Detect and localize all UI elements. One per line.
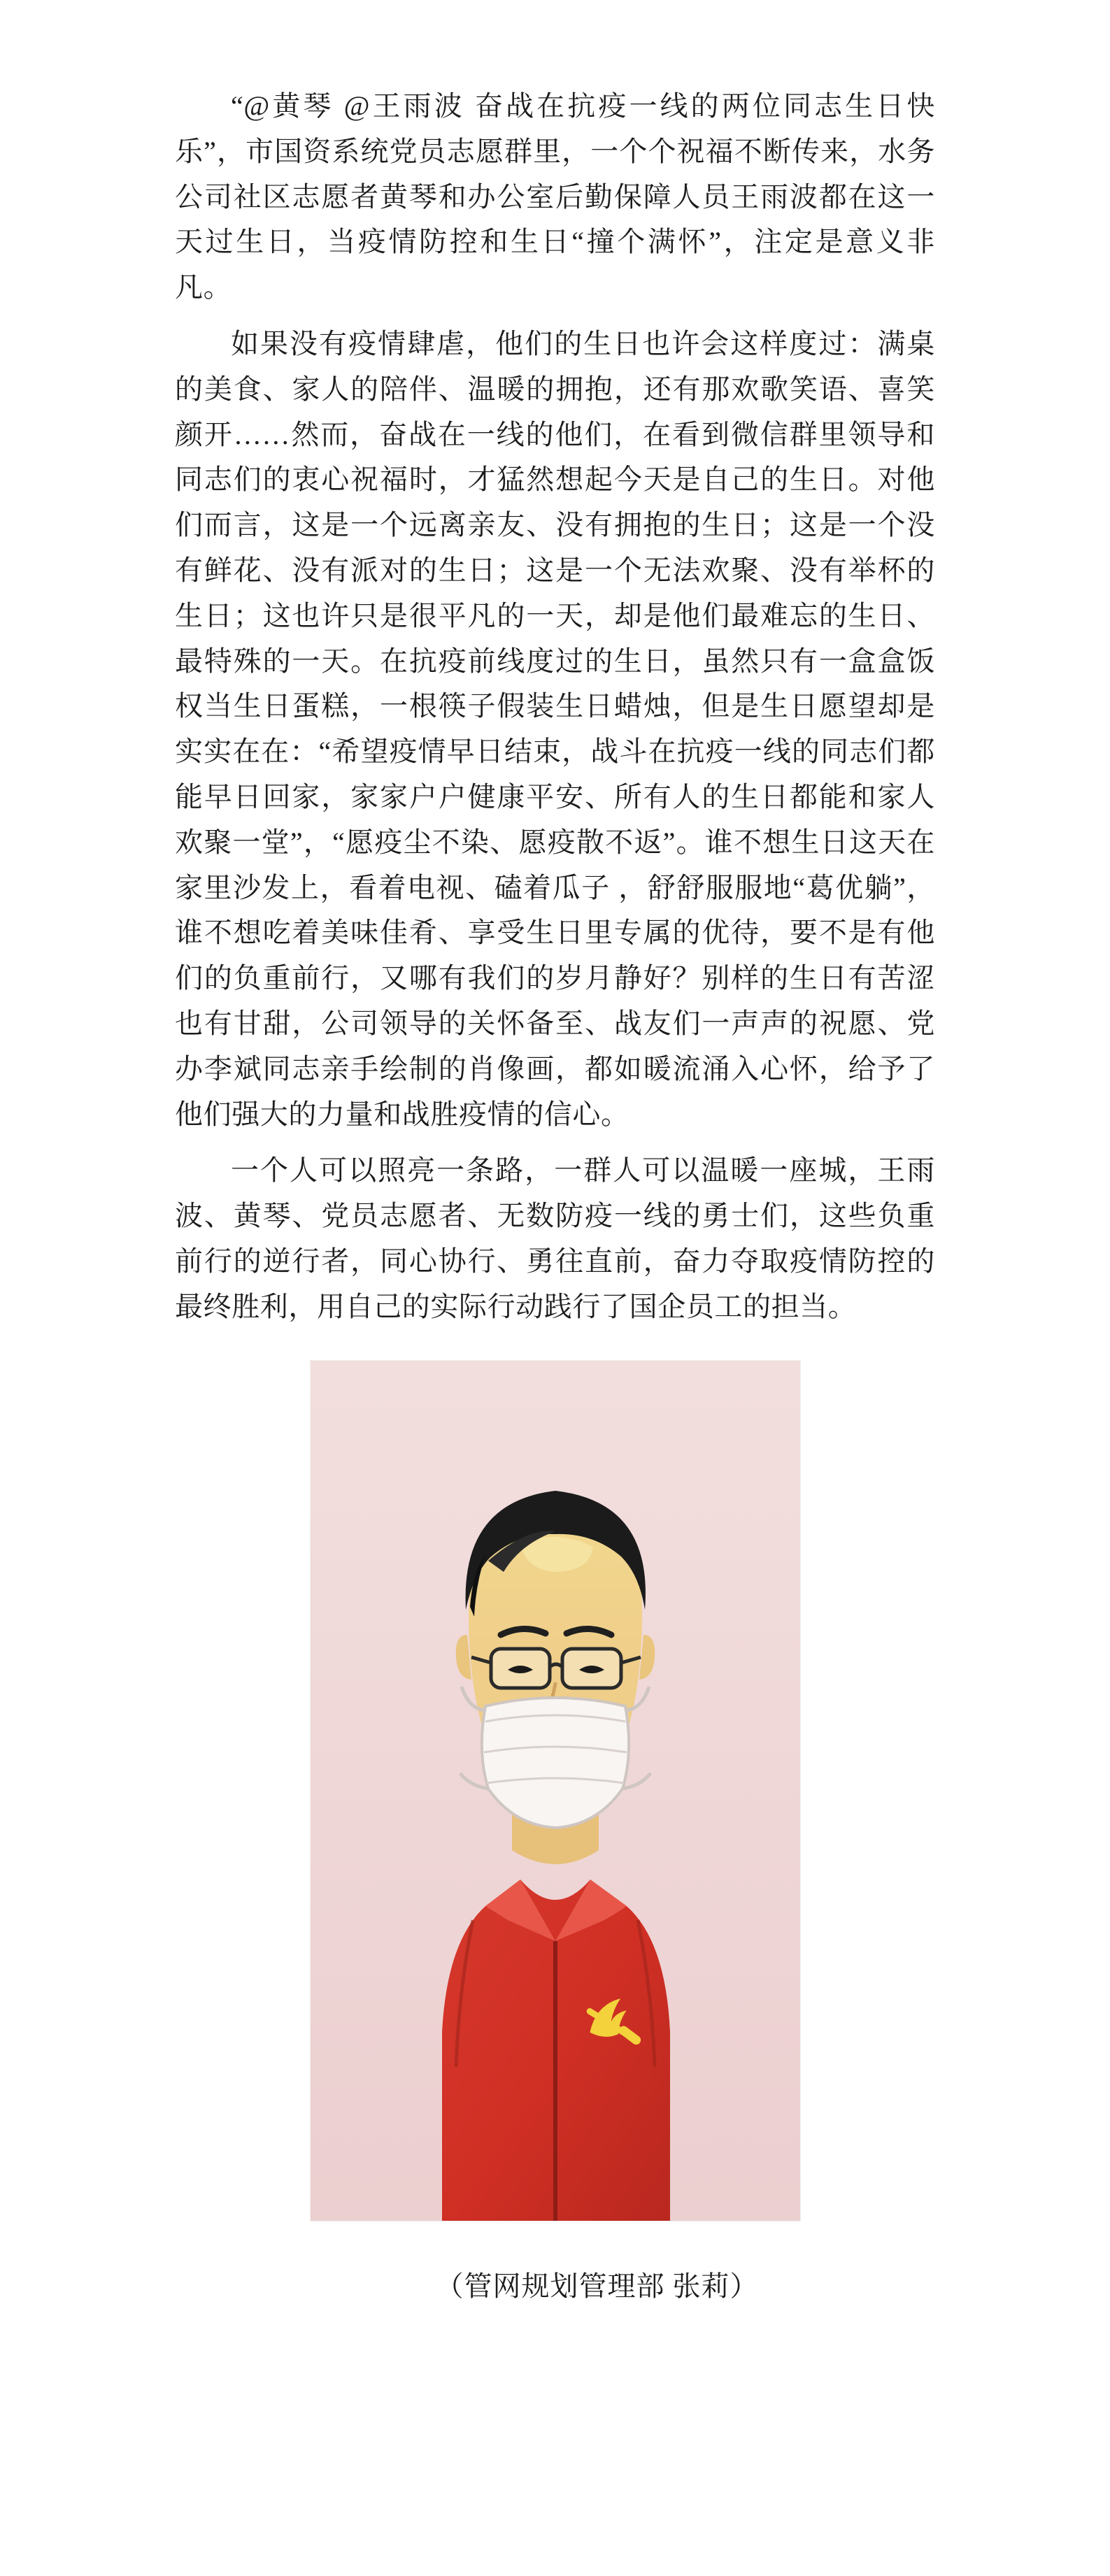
- figure-caption: （管网规划管理部 张莉）: [435, 2270, 759, 2302]
- paragraph-2: 如果没有疫情肆虐，他们的生日也许会这样度过：满桌的美食、家人的陪伴、温暖的拥抱，还有那欢歌笑语、喜笑颜开……然而，奋战在一线的他们，在看到微信群里领导和同志们的衷心祝福时，才猛然想起今天是自己的生日。对他们而言，这是一个远离亲友、没有拥抱的生日；这是一个没有鲜花、没有派对的生日；这是一个无法欢聚、没有举杯的生日；这也许只是很平凡的一天，却是他们最难忘的生日、最特殊的一天。在抗疫前线度过的生日，虽然只有一盒盒饭权当生日蛋糕，一根筷子假装生日蜡烛，但是生日愿望却是实实在在：“希望疫情早日结束，战斗在抗疫一线的同志们都能早日回家，家家户户健康平安、所有人的生日都能和家人欢聚一堂”，“愿疫尘不染、愿疫散不返”。谁不想生日这天在家里沙发上，看着电视、磕着瓜子 ，舒舒服服地“葛优躺”，谁不想吃着美味佳肴、享受生日里专属的优待，要不是有他们的负重前行，又哪有我们的岁月静好？别样的生日有苦涩也有甘甜，公司领导的关怀备至、战友们一声声的祝愿、党办李斌同志亲手绘制的肖像画，都如暖流涌入心怀，给予了他们强大的力量和战胜疫情的信心。: [175, 327, 935, 1130]
- article-body: [175, 84, 935, 2304]
- paragraph-3: 一个人可以照亮一条路，一群人可以温暖一座城，王雨波、黄琴、党员志愿者、无数防疫一线的勇士们，这些负重前行的逆行者，同心协行、勇往直前，奋力夺取疫情防控的最终胜利，用自己的实际行动践行了国企员工的担当。: [175, 1154, 935, 1322]
- paragraph-1: “@黄琴 @王雨波 奋战在抗疫一线的两位同志生日快乐”，市国资系统党员志愿群里，一个个祝福不断传来，水务公司社区志愿者黄琴和办公室后勤保障人员王雨波都在这一天过生日，当疫情防控和生日“撞个满怀”，注定是意义非凡。: [175, 90, 935, 303]
- portrait-illustration-svg: [311, 1361, 800, 2221]
- figure-illustration: [175, 1361, 935, 2221]
- portrait-drawing-of-volunteer-wearing-mask: [311, 1361, 800, 2221]
